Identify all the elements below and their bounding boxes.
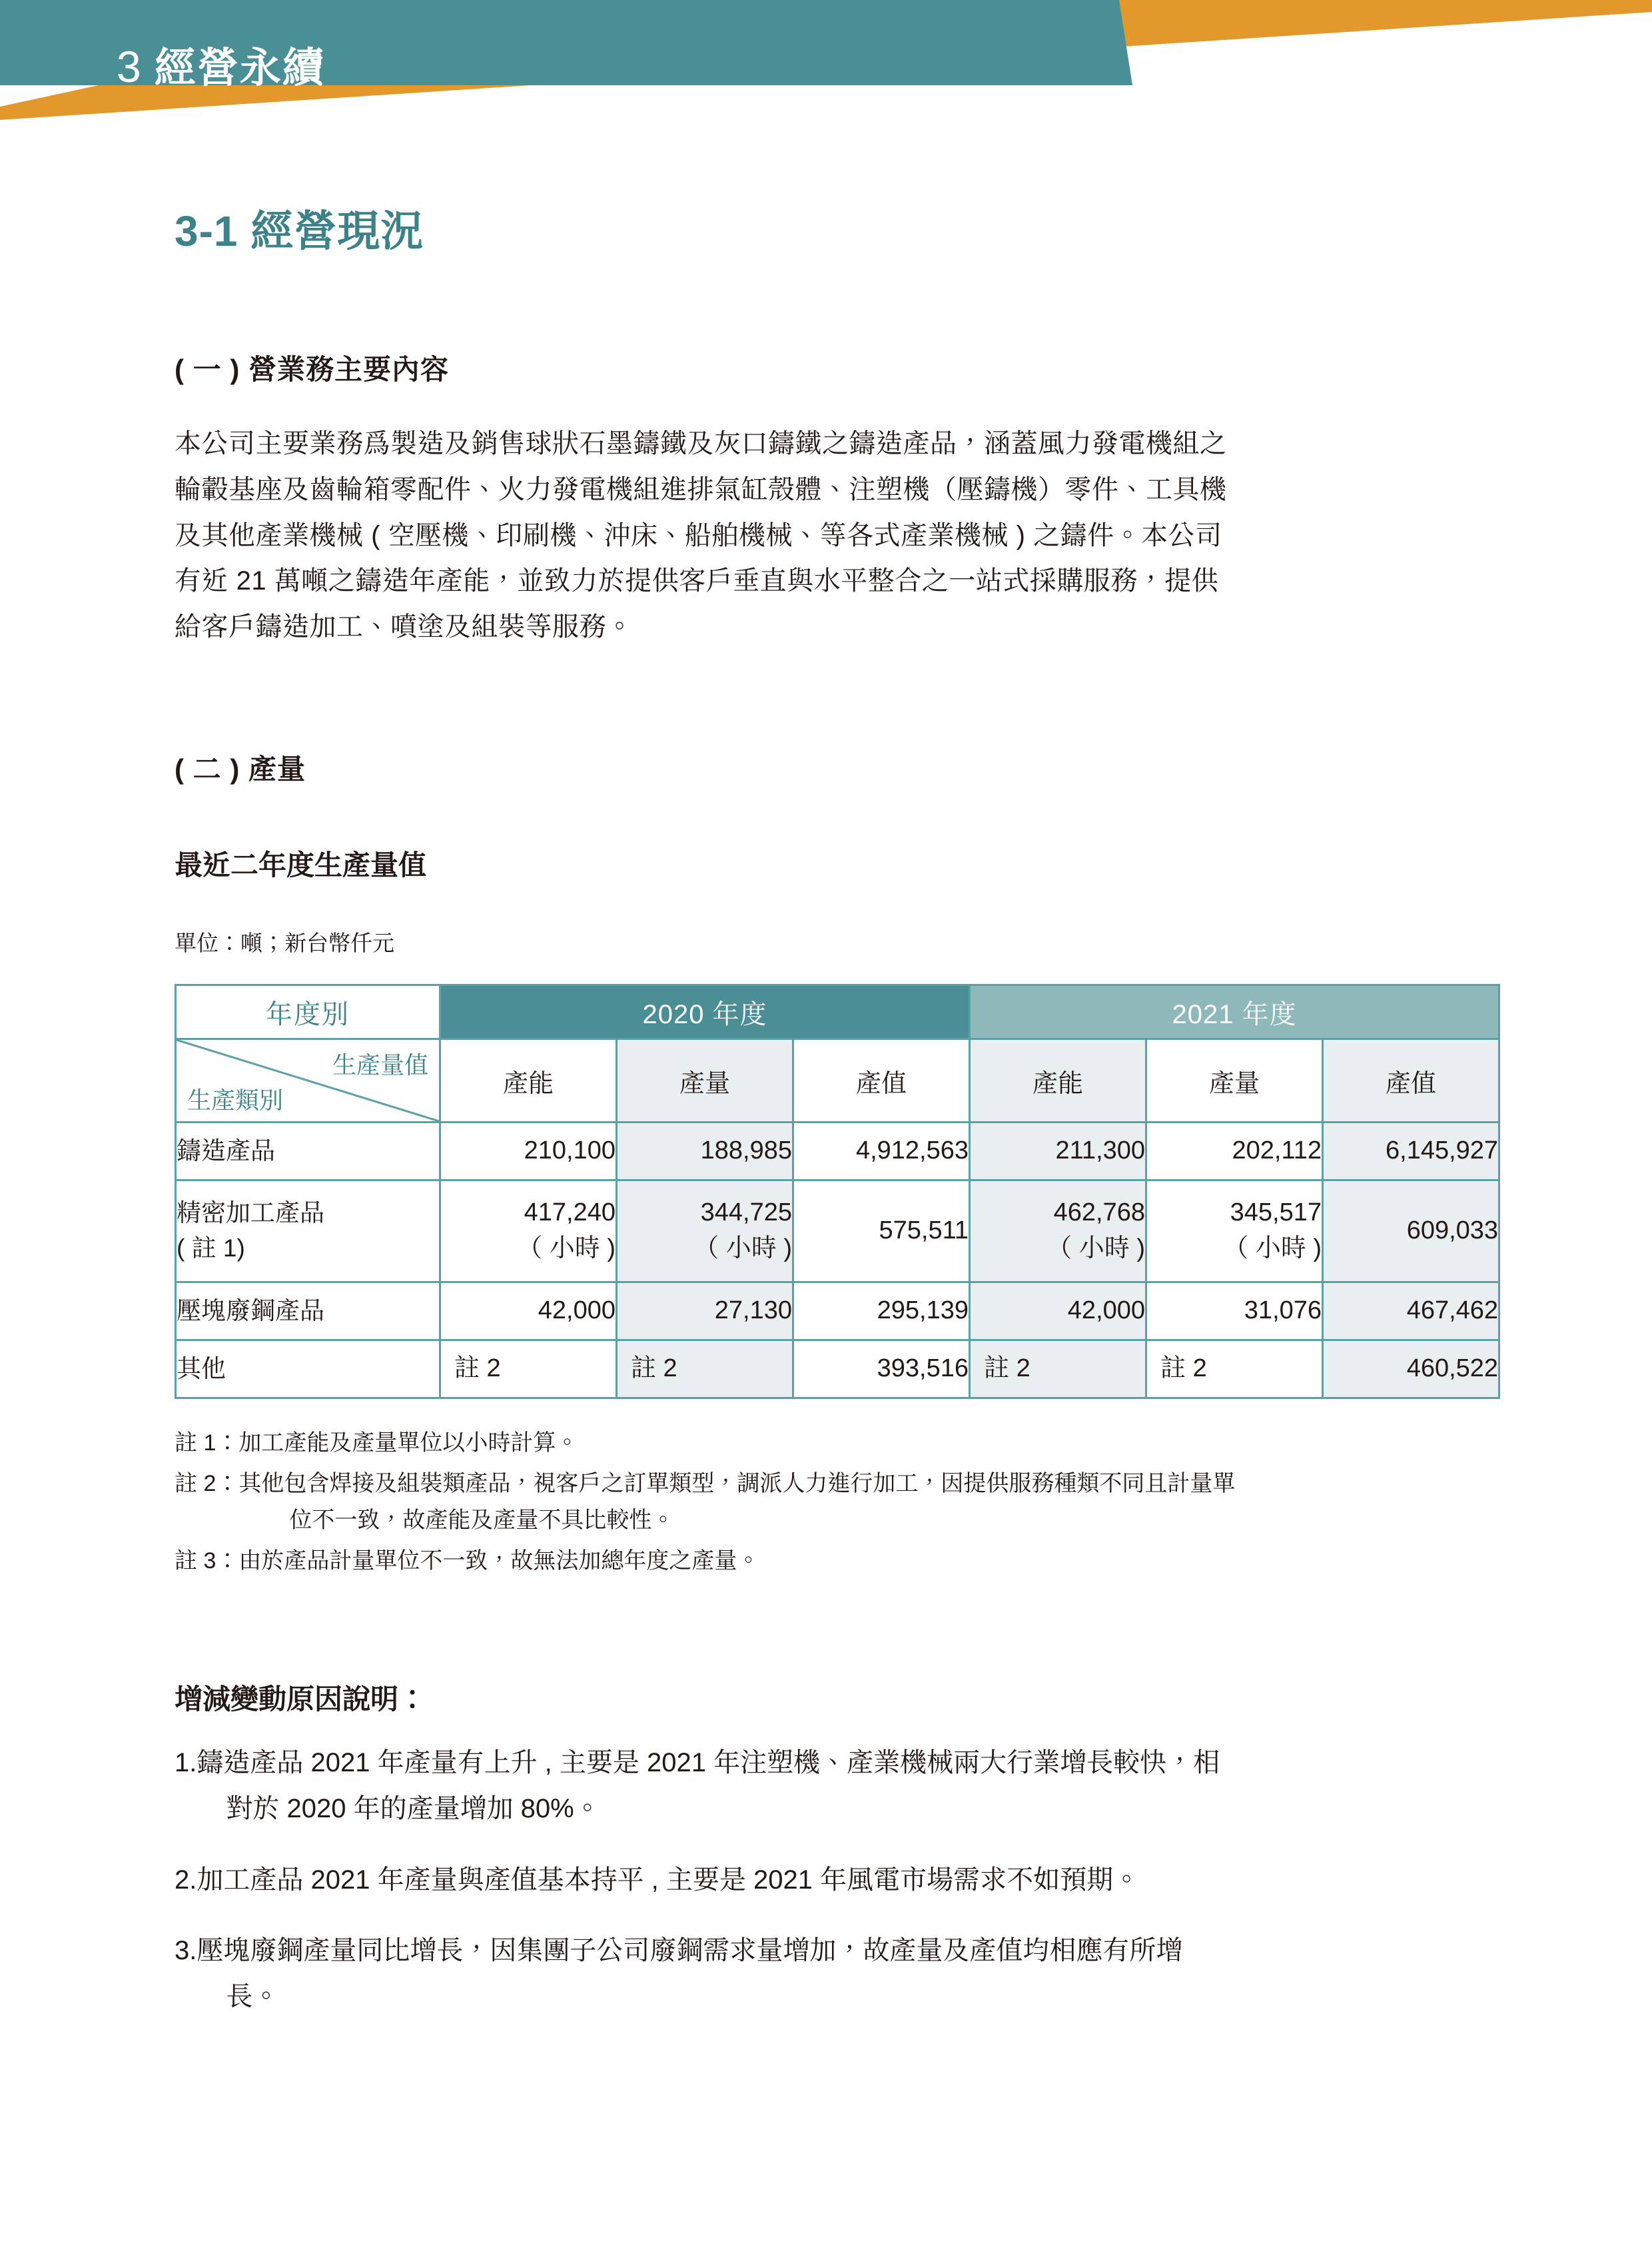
row-label-line2: ( 註 1) [177,1234,245,1262]
cell-r3-c3: 註 2 [970,1340,1146,1398]
header-diagonal-top-label: 生產量值 [332,1051,428,1079]
cell-r3-c4: 註 2 [1146,1340,1323,1398]
variance-line-cont: 對於 2020 年的產量增加 80%。 [226,1793,601,1823]
cell-unit-line: （ 小時 ) [517,1234,616,1262]
footnote-2 [175,1466,1507,1539]
table-row [176,1340,1499,1398]
table-row [176,1180,1499,1282]
production-table-wrapper [175,984,1498,1399]
variance-item-number: 1. [175,1748,197,1777]
cell-unit-line: （ 小時 ) [1223,1234,1322,1262]
column-header-3: 產能 [970,1039,1146,1123]
cell-r1-c3: 462,768 （ 小時 ) [970,1180,1146,1282]
cell-r0-c0: 210,100 [440,1123,617,1180]
cell-r0-c5: 6,145,927 [1323,1123,1499,1180]
cell-r0-c4: 202,112 [1146,1123,1323,1180]
cell-r0-c3: 211,300 [970,1123,1146,1180]
footnote-1 [175,1425,1507,1462]
paragraph-line-1: 輪轂基座及齒輪箱零配件、火力發電機組進排氣缸殼體、注塑機（壓鑄機）零件、工具機 [175,474,1227,504]
header-group-2021: 2021 年度 [970,985,1499,1039]
page-header-banner [0,0,1652,120]
footnote-label: 註 2： [175,1471,239,1497]
footnote-line: 由於產品計量單位不一致，故無法加總年度之產量。 [238,1548,760,1574]
cell-r0-c1: 188,985 [617,1123,793,1180]
cell-r2-c1: 27,130 [617,1282,793,1340]
subsection-one-heading: ( 一 ) 營業務主要內容 [175,354,449,385]
subsection-two-heading: ( 二 ) 產量 [175,753,306,785]
footnote-3 [175,1543,1507,1580]
cell-r1-c5: 609,033 [1323,1180,1499,1282]
variance-explanation-list [175,1740,1507,2045]
header-diagonal-cell [176,1039,440,1123]
column-header-4: 產量 [1146,1039,1323,1123]
row-label: 鑄造產品 [176,1123,440,1180]
page-title: 3-1 經營現況 [175,207,424,255]
cell-r2-c2: 295,139 [793,1282,970,1340]
footnote-text [238,1425,1507,1462]
variance-item-text [197,1928,1507,2020]
column-header-1: 產量 [617,1039,793,1123]
cell-unit-line: （ 小時 ) [693,1234,792,1262]
banner-title [117,35,325,94]
table-footnotes [175,1425,1507,1584]
column-header-0: 產能 [440,1039,617,1123]
footnote-label: 註 1： [175,1430,239,1456]
cell-r1-c4: 345,517 （ 小時 ) [1146,1180,1323,1282]
paragraph-line-0: 本公司主要業務爲製造及銷售球狀石墨鑄鐵及灰口鑄鐵之鑄造產品，涵蓋風力發電機組之 [175,429,1227,458]
cell-r2-c3: 42,000 [970,1282,1146,1340]
variance-item-text [197,1857,1507,1903]
cell-r2-c4: 31,076 [1146,1282,1323,1340]
chapter-number: 3 [117,42,143,91]
column-header-5: 產值 [1323,1039,1499,1123]
variance-line-cont: 長。 [226,1982,280,2012]
cell-r3-c0: 註 2 [440,1340,617,1398]
table-header-column-row [176,1039,1499,1123]
cell-r2-c5: 467,462 [1323,1282,1499,1340]
row-label: 精密加工產品 ( 註 1) [176,1180,440,1282]
footnote-line: 其他包含焊接及組裝類產品，視客戶之訂單類型，調派人力進行加工，因提供服務種類不同且計量單 [238,1471,1236,1497]
variance-line: 鑄造產品 2021 年產量有上升 , 主要是 2021 年注塑機、產業機械兩大行業增長較快，相 [197,1748,1220,1777]
variance-item-number: 3. [175,1936,197,1966]
paragraph-line-3: 有近 21 萬噸之鑄造年產能，並致力於提供客戶垂直與水平整合之一站式採購服務，提供 [175,566,1219,596]
cell-r3-c5: 460,522 [1323,1340,1499,1398]
footnote-line: 加工產能及產量單位以小時計算。 [238,1430,579,1456]
cell-r1-c0: 417,240 （ 小時 ) [440,1180,617,1282]
footnote-line-cont: 位不一致，故產能及產量不具比較性。 [289,1508,675,1534]
header-group-2020: 2020 年度 [440,985,970,1039]
table-unit-note: 單位：噸；新台幣仟元 [175,931,394,955]
cell-r1-c2: 575,511 [793,1180,970,1282]
cell-r2-c0: 42,000 [440,1282,617,1340]
variance-item-number: 2. [175,1865,197,1895]
variance-explanation-heading: 增減變動原因說明： [175,1683,427,1715]
cell-r1-c1: 344,725 （ 小時 ) [617,1180,793,1282]
paragraph-line-2: 及其他產業機械 ( 空壓機、印刷機、沖床、船舶機械、等各式產業機械 ) 之鑄件。本公司 [175,520,1222,550]
table-caption: 最近二年度生產量值 [175,849,427,881]
header-diagonal-bottom-label: 生產類別 [187,1087,284,1114]
variance-line: 加工產品 2021 年產量與產值基本持平 , 主要是 2021 年風電市場需求不如預期。 [197,1865,1140,1895]
table-header-year-row [176,985,1499,1039]
cell-r0-c2: 4,912,563 [793,1123,970,1180]
row-label: 壓塊廢鋼產品 [176,1282,440,1340]
footnote-text [238,1466,1507,1539]
table-row [176,1123,1499,1180]
cell-r3-c2: 393,516 [793,1340,970,1398]
business-overview-paragraph [175,421,1500,650]
variance-line: 壓塊廢鋼產量同比增長，因集團子公司廢鋼需求量增加，故產量及產值均相應有所增 [197,1936,1183,1966]
header-year-label: 年度別 [176,985,440,1039]
variance-item-text [197,1740,1507,1832]
cell-r3-c1: 註 2 [617,1340,793,1398]
chapter-title: 經營永續 [154,45,325,91]
footnote-label: 註 3： [175,1548,239,1574]
cell-unit-line: （ 小時 ) [1046,1234,1146,1262]
table-row [176,1282,1499,1340]
column-header-2: 產值 [793,1039,970,1123]
production-table [175,984,1500,1399]
paragraph-line-4: 給客戶鑄造加工、噴塗及組裝等服務。 [175,612,633,642]
footnote-text [238,1543,1507,1580]
variance-item-2 [175,1857,1507,1903]
variance-item-3 [175,1928,1507,2020]
row-label: 其他 [176,1340,440,1398]
variance-item-1 [175,1740,1507,1832]
